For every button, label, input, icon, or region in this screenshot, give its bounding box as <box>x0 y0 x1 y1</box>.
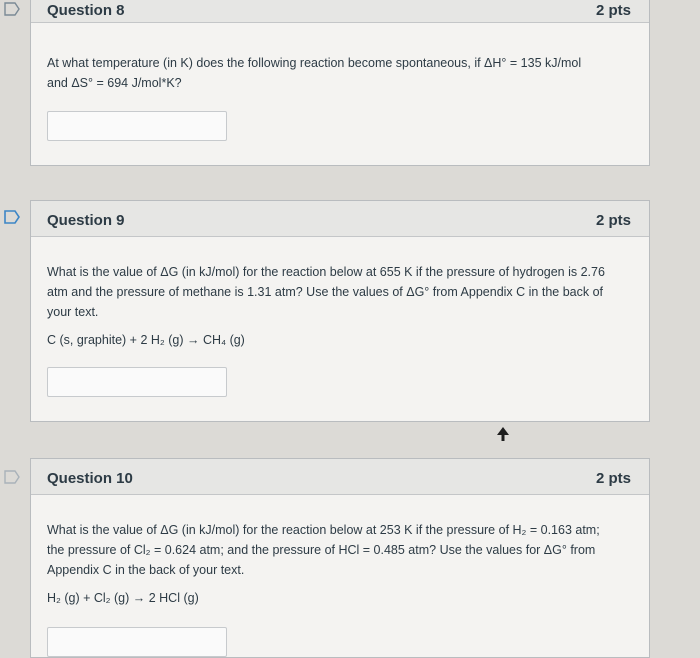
answer-input[interactable] <box>47 111 227 141</box>
question-8-card <box>30 0 650 166</box>
flag-icon[interactable] <box>4 210 20 224</box>
flag-icon[interactable] <box>4 470 20 484</box>
question-text-line: your text. <box>47 305 99 319</box>
answer-input[interactable] <box>47 367 227 397</box>
question-title: Question 9 <box>47 212 125 229</box>
question-9-card <box>30 200 650 422</box>
question-text-line: What is the value of ΔG (in kJ/mol) for the reaction below at 253 K if the pressure of H₂ = 0.163 atm; <box>47 523 600 537</box>
question-points: 2 pts <box>595 212 631 229</box>
question-text-line: Appendix C in the back of your text. <box>47 563 245 577</box>
question-text-line: atm and the pressure of methane is 1.31 atm? Use the values of ΔG° from Appendix C in the back of <box>47 285 604 299</box>
mouse-cursor-icon <box>497 427 509 441</box>
question-title: Question 10 <box>47 470 133 487</box>
question-text-line: the pressure of Cl₂ = 0.624 atm; and the pressure of HCl = 0.485 atm? Use the values for ΔG° from <box>47 543 596 557</box>
question-text-line: At what temperature (in K) does the following reaction become spontaneous, if ΔH° = 135 kJ/mol <box>47 56 582 70</box>
question-points: 2 pts <box>595 470 631 487</box>
question-text <box>47 53 625 93</box>
question-points: 2 pts <box>595 2 631 19</box>
reaction-equation: H₂ (g) + Cl₂ (g) → 2 HCl (g) <box>47 591 199 605</box>
question-text-line: What is the value of ΔG (in kJ/mol) for the reaction below at 655 K if the pressure of hydrogen is 2.76 <box>47 265 605 279</box>
question-text <box>47 262 625 322</box>
reaction-equation: C (s, graphite) + 2 H₂ (g) → CH₄ (g) <box>47 333 245 347</box>
question-title: Question 8 <box>47 2 125 19</box>
question-10-card <box>30 458 650 658</box>
question-10-header <box>31 459 649 495</box>
question-text <box>47 520 625 580</box>
question-9-header <box>31 201 649 237</box>
question-8-header <box>31 0 649 23</box>
question-text-line: and ΔS° = 694 J/mol*K? <box>47 76 182 90</box>
flag-icon[interactable] <box>4 2 20 16</box>
answer-input[interactable] <box>47 627 227 657</box>
